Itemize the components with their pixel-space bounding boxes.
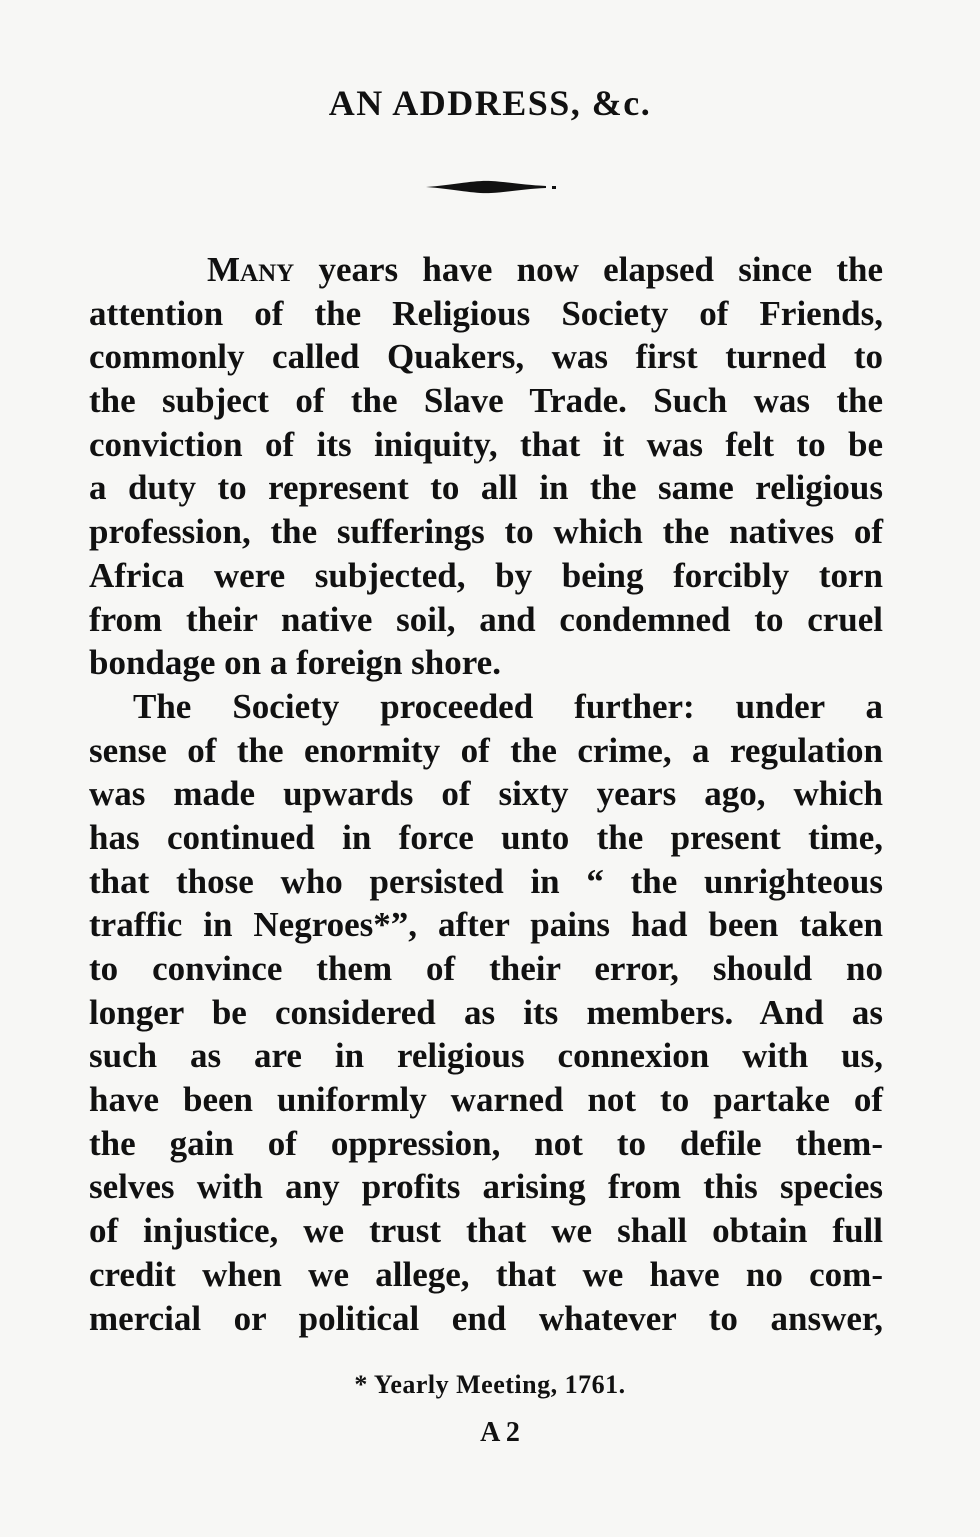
text-line: Many years have now elapsed since the [207,250,883,289]
text-line: that those who persisted in “ the unrighteous [89,861,883,901]
text-line: profession, the sufferings to which the natives of [89,512,883,552]
text-line: from their native soil, and condemned to cruel [89,599,883,639]
signature-mark: A 2 [480,1417,520,1448]
text-line: has continued in force unto the present time, [89,817,883,857]
text-line: a duty to represent to all in the same religious [89,468,883,508]
text-line: traffic in Negroes*”, after pains had been taken [89,905,883,945]
text-line: such as are in religious connexion with us, [89,1036,883,1076]
drop-word: Many [207,250,295,289]
text-line: credit when we allege, that we have no com- [89,1254,883,1294]
text-line: have been uniformly warned not to partake of [89,1080,883,1120]
text-line: conviction of its iniquity, that it was felt to be [89,424,883,464]
text-line: the gain of oppression, not to defile them- [89,1123,883,1163]
text-line: to convince them of their error, should no [89,949,883,988]
text-line: sense of the enormity of the crime, a regulation [89,730,883,770]
text-line: commonly called Quakers, was first turned to [89,337,883,377]
text-line: attention of the Religious Society of Friends, [89,293,883,333]
footnote: * Yearly Meeting, 1761. [354,1370,626,1399]
text-line: was made upwards of sixty years ago, which [89,774,883,814]
page-title: AN ADDRESS, &c. [328,83,652,123]
text-line: the subject of the Slave Trade. Such was the [89,381,883,421]
text-line: selves with any profits arising from this species [89,1167,883,1207]
text-line: bondage on a foreign shore. [89,643,501,683]
text-line: The Society proceeded further: under a [133,686,883,726]
text-line: mercial or political end whatever to answer, [89,1298,883,1338]
text-line: of injustice, we trust that we shall obtain full [89,1211,883,1251]
body-text [89,248,883,1340]
ornament-divider [424,176,558,198]
text-line: Africa were subjected, by being forcibly torn [89,555,883,595]
text-line: longer be considered as its members. And as [89,992,883,1032]
